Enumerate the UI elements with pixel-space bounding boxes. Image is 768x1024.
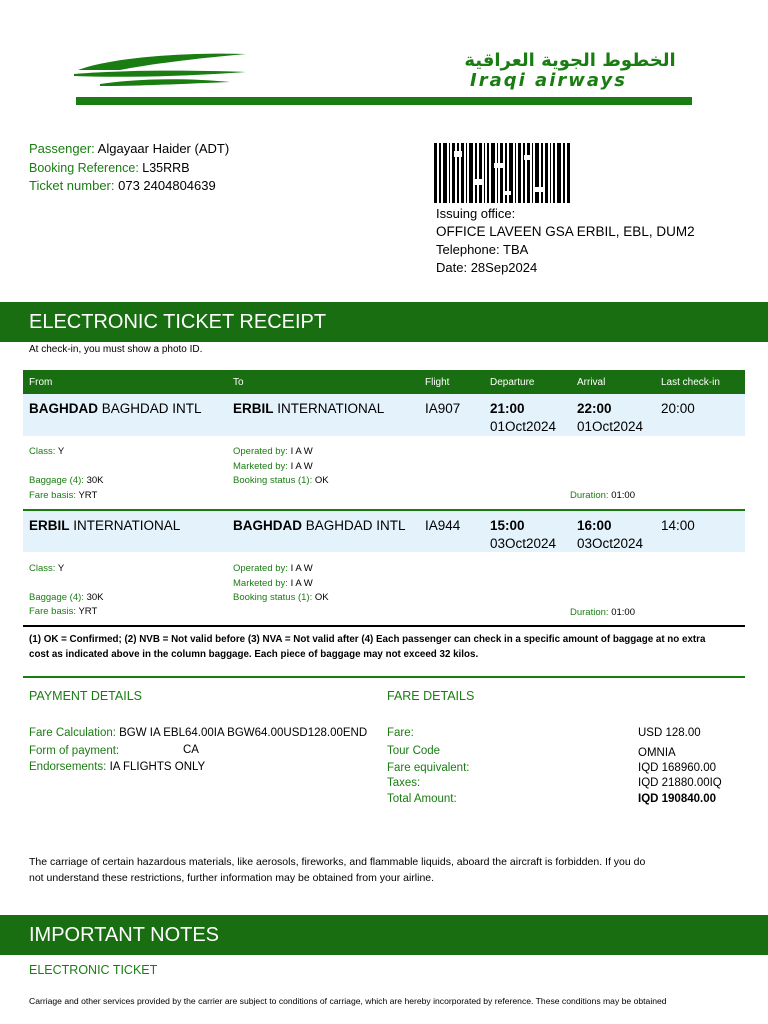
segment-dep-time: 15:00: [490, 518, 525, 533]
date-line: [436, 260, 537, 275]
header-last-checkin: Last check-in: [661, 377, 720, 388]
hazard-line-1: The carriage of certain hazardous materials, like aerosols, fireworks, and flammable liquids, aboard the aircraft is forbidden. If you do: [29, 856, 646, 868]
segment-baggage: Baggage (4): 30K: [29, 475, 104, 486]
segment-dep-date: 01Oct2024: [490, 419, 557, 434]
issuing-office-label: Issuing office:: [436, 206, 516, 221]
issuing-office-value: OFFICE LAVEEN GSA ERBIL, EBL, DUM2: [436, 224, 695, 239]
header-from: From: [29, 377, 53, 388]
airline-english-name: Iraqi airways: [470, 70, 627, 91]
ticket-label: Ticket number:: [29, 178, 115, 193]
telephone-label: Telephone:: [436, 242, 500, 257]
taxes-value: IQD 21880.00IQ: [638, 777, 722, 789]
legend-line-2: cost as indicated above in the column baggage. Each piece of baggage may not exceed 32 kilos.: [29, 649, 479, 660]
segment-operated: Operated by: I A W: [233, 563, 313, 574]
segment-from-airport: BAGHDAD INTL: [101, 401, 202, 416]
tour-code-value: OMNIA: [638, 747, 676, 759]
taxes-label: Taxes:: [387, 777, 421, 789]
segment-from-airport: INTERNATIONAL: [73, 518, 181, 533]
segment-to-city: ERBIL: [233, 401, 274, 416]
ticket-line: [29, 178, 216, 193]
flight-segment-row: [23, 394, 745, 436]
segment-marketed: Marketed by: I A W: [233, 461, 313, 472]
header-arrival: Arrival: [577, 377, 606, 388]
segment-fare-basis: Fare basis: YRT: [29, 606, 98, 617]
segment-dep-date: 03Oct2024: [490, 536, 557, 551]
checkin-note: At check-in, you must show a photo ID.: [29, 344, 203, 355]
fare-title: FARE DETAILS: [387, 689, 475, 703]
segment-to-city: BAGHDAD: [233, 518, 302, 533]
segment-status: Booking status (1): OK: [233, 475, 329, 486]
fare-equivalent-value: IQD 168960.00: [638, 762, 717, 774]
segment-to-airport: INTERNATIONAL: [277, 401, 385, 416]
segment-operated: Operated by: I A W: [233, 446, 313, 457]
notes-title: IMPORTANT NOTES: [29, 924, 220, 946]
fare-equivalent-label: Fare equivalent:: [387, 762, 470, 774]
payment-top-rule: [23, 676, 745, 678]
segment-status: Booking status (1): OK: [233, 592, 329, 603]
segment-arr-time: 22:00: [577, 401, 612, 416]
segment-last-checkin: 14:00: [661, 518, 695, 533]
hazard-line-2: not understand these restrictions, further information may be obtained from your airline.: [29, 872, 435, 884]
iraqi-airways-bird-logo: [70, 48, 250, 92]
header-flight: Flight: [425, 377, 450, 388]
total-amount-value: IQD 190840.00: [638, 793, 717, 805]
form-payment-value: CA: [183, 744, 199, 756]
segment-last-checkin: 20:00: [661, 401, 695, 416]
booking-label: Booking Reference:: [29, 161, 139, 175]
segment-flight: IA944: [425, 518, 461, 533]
payment-title: PAYMENT DETAILS: [29, 689, 142, 703]
notes-text: Carriage and other services provided by the carrier are subject to conditions of carriage, which are hereby incorporated by reference. These conditions may be obtained: [29, 996, 667, 1006]
legend-top-rule: [23, 625, 745, 627]
receipt-title: ELECTRONIC TICKET RECEIPT: [29, 311, 327, 333]
passenger-value: Algayaar Haider (ADT): [97, 141, 230, 156]
segment-class: Class: Y: [29, 446, 65, 457]
booking-value: L35RRB: [142, 161, 190, 175]
passenger-label: Passenger:: [29, 141, 95, 156]
header-departure: Departure: [490, 377, 535, 388]
form-payment-label: Form of payment:: [29, 745, 120, 757]
segment-duration: Duration: 01:00: [570, 607, 635, 618]
notes-subtitle: ELECTRONIC TICKET: [29, 963, 158, 977]
booking-line: [29, 161, 190, 175]
segment-flight: IA907: [425, 401, 461, 416]
legend-line-1: (1) OK = Confirmed; (2) NVB = Not valid before (3) NVA = Not valid after (4) Each passenger can check in a specific amount of baggage at no extra: [29, 634, 706, 645]
segment-baggage: Baggage (4): 30K: [29, 592, 104, 603]
itinerary-table-header: [23, 370, 745, 394]
segment-from-city: ERBIL: [29, 518, 70, 533]
segment-fare-basis: Fare basis: YRT: [29, 490, 98, 501]
date-value: 28Sep2024: [470, 260, 538, 275]
fare-value: USD 128.00: [638, 727, 701, 739]
telephone-value: TBA: [503, 242, 529, 257]
telephone-line: [436, 242, 528, 257]
segment-from-city: BAGHDAD: [29, 401, 98, 416]
barcode-image: [434, 143, 570, 203]
segment-class: Class: Y: [29, 563, 65, 574]
notes-banner: [0, 915, 768, 955]
total-amount-label: Total Amount:: [387, 793, 457, 805]
segment-marketed: Marketed by: I A W: [233, 578, 313, 589]
fare-calc-line: Fare Calculation: BGW IA EBL64.00IA BGW64.00USD128.00END: [29, 727, 368, 739]
ticket-value: 073 2404804639: [118, 178, 216, 193]
fare-label: Fare:: [387, 727, 414, 739]
segment-to-airport: BAGHDAD INTL: [305, 518, 406, 533]
segment-dep-time: 21:00: [490, 401, 525, 416]
segment-arr-date: 01Oct2024: [577, 419, 644, 434]
receipt-banner: [0, 302, 768, 342]
passenger-line: [29, 141, 229, 156]
tour-code-label: Tour Code: [387, 745, 441, 757]
segment-duration: Duration: 01:00: [570, 490, 635, 501]
segment-arr-date: 03Oct2024: [577, 536, 644, 551]
segment-arr-time: 16:00: [577, 518, 612, 533]
endorsements-line: Endorsements: IA FLIGHTS ONLY: [29, 761, 206, 773]
header-to: To: [233, 377, 244, 388]
date-label: Date:: [436, 260, 468, 275]
flight-segment-row: [23, 511, 745, 552]
header-rule: [76, 97, 692, 105]
airline-arabic-name: الخطوط الجوية العراقية: [464, 50, 676, 71]
